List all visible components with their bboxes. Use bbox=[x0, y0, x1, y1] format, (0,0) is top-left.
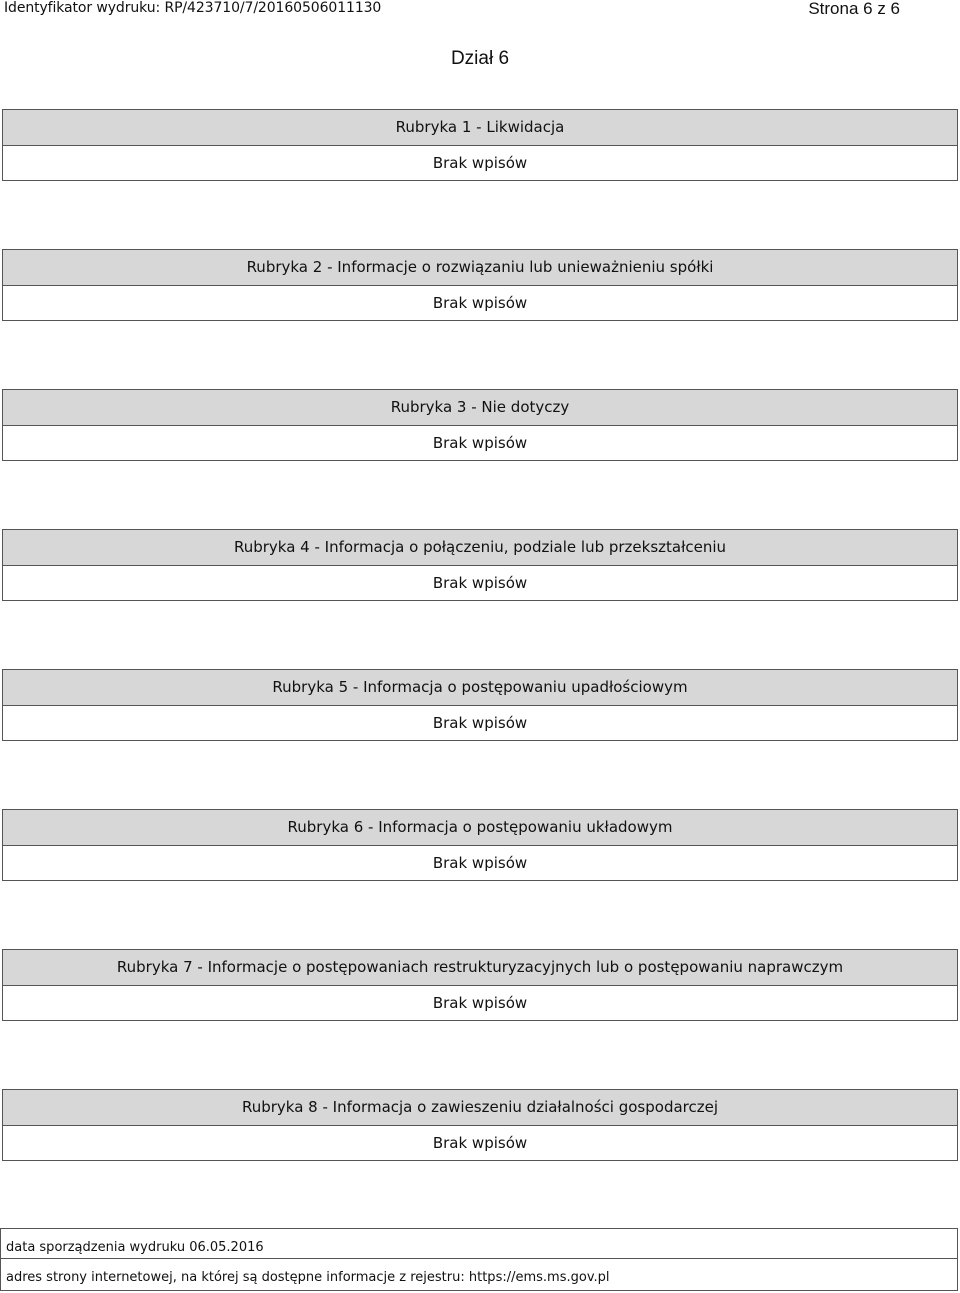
rubric-title: Rubryka 1 - Likwidacja bbox=[3, 110, 957, 146]
rubric-6 bbox=[2, 809, 958, 881]
print-date: data sporządzenia wydruku 06.05.2016 bbox=[1, 1229, 957, 1259]
rubric-1 bbox=[2, 109, 958, 181]
rubric-5 bbox=[2, 669, 958, 741]
rubric-title: Rubryka 4 - Informacja o połączeniu, podziale lub przekształceniu bbox=[3, 530, 957, 566]
rubric-title: Rubryka 6 - Informacja o postępowaniu układowym bbox=[3, 810, 957, 846]
page-number: Strona 6 z 6 bbox=[808, 0, 900, 18]
rubric-title: Rubryka 3 - Nie dotyczy bbox=[3, 390, 957, 426]
rubric-content: Brak wpisów bbox=[432, 294, 528, 312]
rubric-title: Rubryka 8 - Informacja o zawieszeniu działalności gospodarczej bbox=[3, 1090, 957, 1126]
rubric-content: Brak wpisów bbox=[432, 1134, 528, 1152]
rubric-content: Brak wpisów bbox=[432, 994, 528, 1012]
rubric-title: Rubryka 2 - Informacje o rozwiązaniu lub unieważnieniu spółki bbox=[3, 250, 957, 286]
registry-website: adres strony internetowej, na której są dostępne informacje z rejestru: https://ems.ms.gov.pl bbox=[6, 1270, 610, 1285]
rubric-content: Brak wpisów bbox=[432, 434, 528, 452]
rubric-content: Brak wpisów bbox=[432, 854, 528, 872]
rubric-content: Brak wpisów bbox=[432, 714, 528, 732]
rubric-3 bbox=[2, 389, 958, 461]
rubric-8 bbox=[2, 1089, 958, 1161]
print-identifier: Identyfikator wydruku: RP/423710/7/20160506011130 bbox=[4, 0, 382, 16]
document-footer bbox=[0, 1228, 958, 1291]
rubric-content: Brak wpisów bbox=[432, 154, 528, 172]
rubric-2 bbox=[2, 249, 958, 321]
rubric-4 bbox=[2, 529, 958, 601]
rubric-title: Rubryka 5 - Informacja o postępowaniu upadłościowym bbox=[3, 670, 957, 706]
rubric-title: Rubryka 7 - Informacje o postępowaniach restrukturyzacyjnych lub o postępowaniu naprawczym bbox=[3, 950, 957, 986]
section-title: Dział 6 bbox=[450, 48, 510, 69]
rubric-7 bbox=[2, 949, 958, 1021]
rubric-content: Brak wpisów bbox=[432, 574, 528, 592]
